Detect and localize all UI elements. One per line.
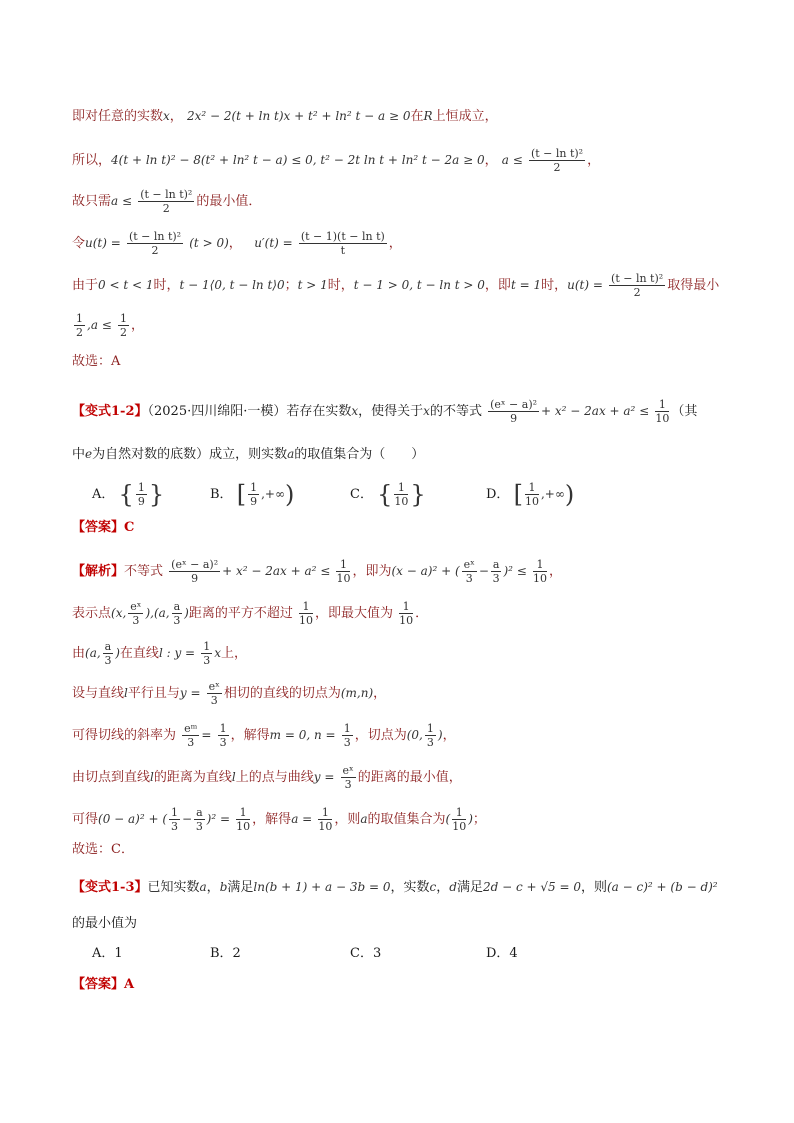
fraction: $\frac{1}{3}$	[171, 806, 179, 833]
fraction: $\frac{1}{9}$	[250, 481, 258, 508]
question-1-2-line-1: 【变式1-2】（2025·四川绵阳·一模）若存在实数x，使得关于x的不等式 $\frac{\text{(eˣ − a)²}}{9}$ + x² − 2ax + a² ≤ $\frac{1}{10}$ （其	[72, 398, 698, 425]
analysis-line-7: 可得(0 − a)² + ( $\frac{1}{3}$ − $\frac{a}{3}$ )² = $\frac{1}{10}$ ，解得a = $\frac{1}{10}$ ，则a的取值集合为( $\frac{1}{10}$ )；	[72, 806, 486, 833]
text-line-5: 由于0 < t < 1时，t − 1⟨0, t − ln t⟩0；t > 1时，t − 1 > 0, t − ln t > 0，即t = 1时，u(t) = $\frac{\text{(t − ln t)²}}{2}$ 取得最小	[72, 272, 720, 299]
fraction: $\frac{1}{10}$	[452, 806, 467, 833]
fraction: $\frac{\text{(eˣ − a)²}}{9}$	[171, 558, 219, 585]
fraction: $\frac{\text{eˣ}}{3}$	[208, 680, 220, 707]
fraction: $\frac{a}{3}$	[492, 558, 500, 585]
analysis-line-3: 由(a, $\frac{a}{3}$ )在直线l : y = $\frac{1}{3}$ x上，	[72, 640, 248, 667]
text-line-1: 即对任意的实数x， 2x² − 2(t + ln t)x + t² + ln² t − a ≥ 0在R上恒成立，	[72, 109, 498, 124]
fraction: $\frac{1}{3}$	[203, 640, 211, 667]
analysis-line-4: 设与直线l平行且与y = $\frac{\text{eˣ}}{3}$ 相切的直线的切点为(m,n)，	[72, 680, 387, 707]
answer-row: 【答案】A	[72, 977, 135, 992]
analysis-conclusion: 故选：C．	[72, 842, 134, 857]
analysis-line-2: 表示点(x, $\frac{\text{eˣ}}{3}$ ),(a, $\frac{a}{3}$ )距离的平方不超过 $\frac{1}{10}$ ，即最大值为 $\frac{1}{10}$ ．	[72, 600, 429, 627]
fraction: $\frac{\text{(eˣ − a)²}}{9}$	[490, 398, 538, 425]
text-line-4: 令u(t) = $\frac{\text{(t − ln t)²}}{2}$ (t > 0)， u′(t) = $\frac{\text{(t − 1)(t − ln t)}}{t}$ ，	[72, 230, 402, 257]
fraction: $\frac{1}{2}$	[76, 312, 83, 339]
fraction: $\frac{\text{eˣ}}{3}$	[463, 558, 475, 585]
analysis-line-1: 【解析】不等式 $\frac{\text{(eˣ − a)²}}{9}$ + x² − 2ax + a² ≤ $\frac{1}{10}$ ，即为(x − a)² + ( $\frac{\text{eˣ}}{3}$ − $\frac{a}{3}$ )² ≤ $\frac{1}{10}$ ，	[72, 558, 562, 585]
fraction: $\frac{1}{3}$	[343, 722, 351, 749]
option-d[interactable]: D． [ $\frac{1}{10}$ ,+∞)	[486, 480, 575, 509]
option-a[interactable]: A． { $\frac{1}{9}$ }	[92, 480, 165, 509]
fraction: $\frac{a}{3}$	[195, 806, 203, 833]
option-b[interactable]: B．2	[210, 946, 241, 961]
fraction: $\frac{1}{9}$	[137, 481, 145, 508]
fraction: $\frac{\text{eˣ}}{3}$	[342, 764, 354, 791]
answer-row: 【答案】C	[72, 520, 135, 535]
fraction: $\frac{\text{(t − ln t)²}}{2}$	[611, 272, 664, 299]
fraction: $\frac{a}{3}$	[173, 600, 181, 627]
analysis-line-6: 由切点到直线l的距离为直线l上的点与曲线y = $\frac{\text{eˣ}}{3}$ 的距离的最小值，	[72, 764, 462, 791]
fraction: $\frac{1}{10}$	[399, 600, 414, 627]
text-line-2: 所以，4(t + ln t)² − 8(t² + ln² t − a) ≤ 0, t² − 2t ln t + ln² t − 2a ≥ 0， a ≤ $\frac{\text{(t − ln t)²}}{2}$ ，	[72, 147, 601, 174]
fraction: $\frac{1}{10}$	[524, 481, 539, 508]
analysis-line-5: 可得切线的斜率为 $\frac{\text{eᵐ}}{3}$ = $\frac{1}{3}$ ，解得m = 0, n = $\frac{1}{3}$ ，切点为(0, $\frac{1}{3}$ )，	[72, 722, 456, 749]
fraction: $\frac{\text{eᵐ}}{3}$	[184, 722, 198, 749]
fraction: $\frac{\text{(t − ln t)²}}{2}$	[530, 147, 584, 174]
fraction: $\frac{1}{10}$	[318, 806, 333, 833]
question-1-3-line-1: 【变式1-3】已知实数a，b满足ln(b + 1) + a − 3b = 0，实数c，d满足2d − c + √5 = 0，则(a − c)² + (b − d)²	[72, 880, 718, 895]
fraction: $\frac{1}{10}$	[336, 558, 351, 585]
option-c[interactable]: C．3	[350, 946, 382, 961]
fraction: $\frac{\text{eˣ}}{3}$	[130, 600, 142, 627]
fraction: $\frac{1}{10}$	[299, 600, 314, 627]
variant-tag: 【变式1-3】	[72, 880, 148, 895]
fraction: $\frac{\text{(t − ln t)²}}{2}$	[140, 188, 193, 215]
fraction: $\frac{1}{2}$	[119, 312, 127, 339]
option-a[interactable]: A．1	[92, 946, 123, 961]
option-b[interactable]: B． [ $\frac{1}{9}$ ,+∞)	[210, 480, 295, 509]
fraction: $\frac{1}{10}$	[532, 558, 547, 585]
text-line-6: $\frac{1}{2}$ ,a ≤ $\frac{1}{2}$ ，	[76, 312, 144, 339]
variant-tag: 【变式1-2】	[72, 404, 148, 419]
fraction: $\frac{1}{10}$	[655, 398, 670, 425]
fraction: $\frac{\text{(t − 1)(t − ln t)}}{t}$	[300, 230, 385, 257]
fraction: $\frac{1}{3}$	[426, 722, 434, 749]
option-d[interactable]: D．4	[486, 946, 518, 961]
fraction: $\frac{1}{3}$	[219, 722, 227, 749]
fraction: $\frac{1}{10}$	[394, 481, 409, 508]
option-c[interactable]: C． { $\frac{1}{10}$ }	[350, 480, 426, 509]
fraction: $\frac{1}{10}$	[236, 806, 251, 833]
fraction: $\frac{a}{3}$	[104, 640, 112, 667]
fraction: $\frac{\text{(t − ln t)²}}{2}$	[128, 230, 182, 257]
question-1-2-line-2: 中e为自然对数的底数）成立，则实数a的取值集合为（ ）	[72, 447, 425, 462]
text-line-3: 故只需a ≤ $\frac{\text{(t − ln t)²}}{2}$ 的最小值．	[72, 188, 262, 215]
answer-line: 故选：A	[72, 354, 121, 369]
question-1-3-line-2: 的最小值为	[72, 916, 138, 931]
